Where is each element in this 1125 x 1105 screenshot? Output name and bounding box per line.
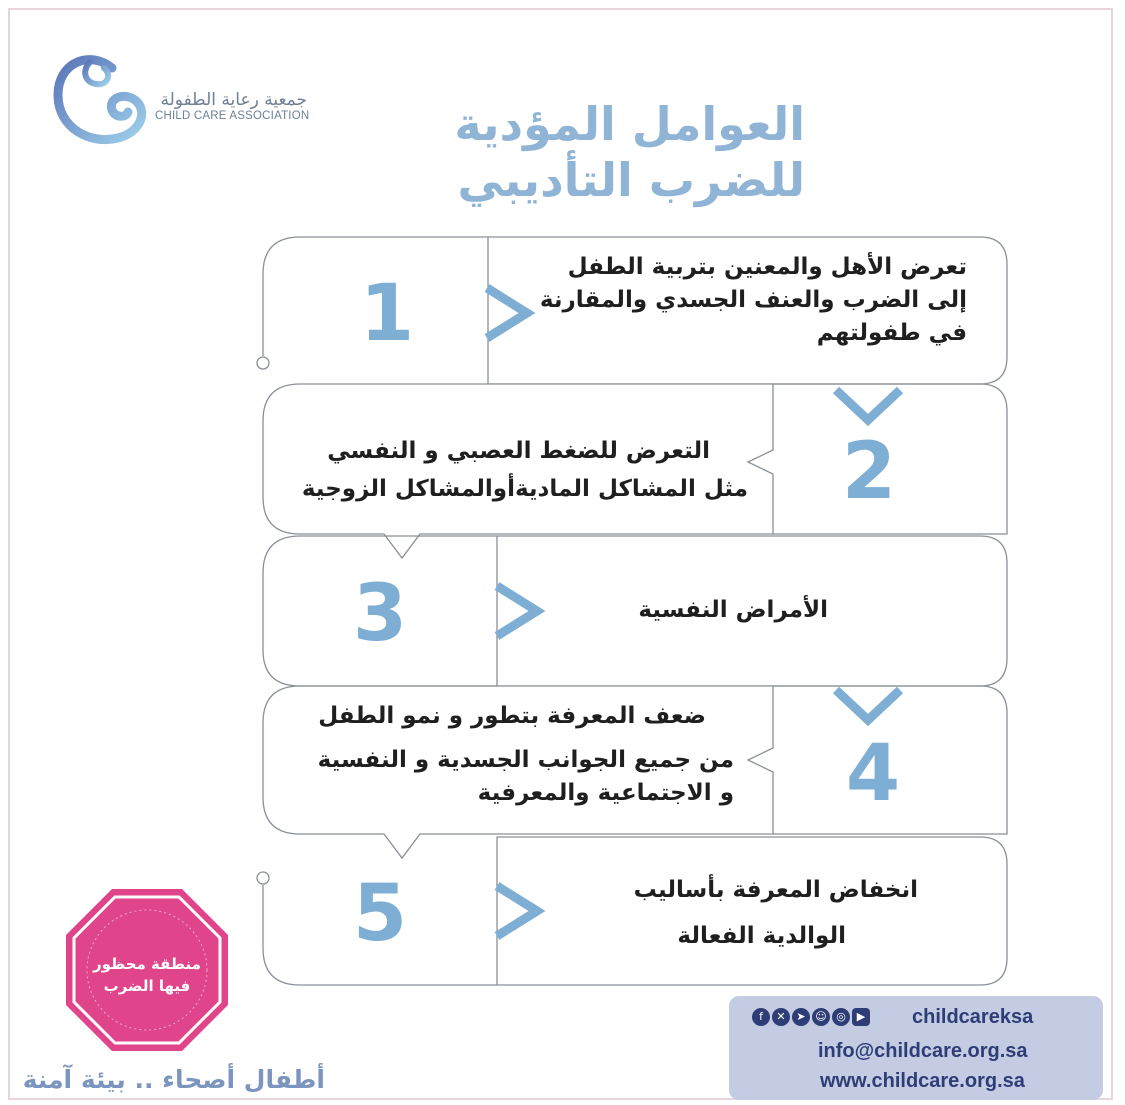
title-line-1: العوامل المؤدية — [454, 97, 805, 151]
step-3-text — [638, 594, 828, 627]
step-4-line-3: و الاجتماعية والمعرفية — [477, 780, 734, 806]
stop-sign-text — [92, 953, 202, 997]
email-link[interactable]: info@childcare.org.sa — [818, 1040, 1028, 1062]
step-1-line-2: إلى الضرب والعنف الجسدي والمقارنة — [539, 287, 967, 313]
step-3-number: 3 — [352, 569, 408, 659]
social-handle[interactable]: childcareksa — [912, 1006, 1034, 1028]
step-1-text — [540, 251, 967, 350]
step-3-line-1: الأمراض النفسية — [638, 597, 828, 623]
step-2-number: 2 — [841, 427, 897, 517]
website-link[interactable]: www.childcare.org.sa — [820, 1070, 1025, 1092]
x-icon[interactable]: ✕ — [772, 1008, 790, 1026]
step-1-line-1: تعرض الأهل والمعنين بتربية الطفل — [567, 254, 967, 280]
step-4-line-1: ضعف المعرفة بتطور و نمو الطفل — [318, 703, 706, 729]
step-2-line-1: التعرض للضغط العصبي و النفسي — [327, 438, 710, 464]
social-icons — [752, 1008, 870, 1034]
logo-arabic-name: جمعية رعاية الطفولة — [160, 90, 307, 110]
snapchat-icon[interactable]: ☺ — [812, 1008, 830, 1026]
facebook-icon[interactable]: f — [752, 1008, 770, 1026]
step-4-text — [318, 700, 734, 810]
step-5-line-2: الوالدية الفعالة — [677, 923, 846, 949]
step-5-text — [634, 867, 918, 959]
step-1-line-3: في طفولتهم — [816, 320, 967, 346]
title-line-2: للضرب التأديبي — [457, 153, 805, 207]
step-5-frame-dot — [257, 872, 269, 884]
instagram-icon[interactable]: ◎ — [832, 1008, 850, 1026]
step-4-line-2: من جميع الجوانب الجسدية و النفسية — [317, 747, 734, 773]
telegram-icon[interactable]: ➤ — [792, 1008, 810, 1026]
step-1-down-chevron — [836, 390, 900, 420]
step-5-line-1: انخفاض المعرفة بأساليب — [633, 877, 918, 903]
youtube-icon[interactable]: ▶ — [852, 1008, 870, 1026]
step-5-number: 5 — [352, 869, 408, 959]
logo-english-name: CHILD CARE ASSOCIATION — [155, 110, 310, 122]
stop-sign-line-2: فيها الضرب — [103, 977, 191, 995]
step-1-frame-dot — [257, 357, 269, 369]
step-4-number: 4 — [845, 729, 901, 819]
slogan: أطفال أصحاء .. بيئة آمنة — [22, 1065, 325, 1094]
step-3-down-chevron — [836, 690, 900, 720]
step-1-number: 1 — [359, 269, 415, 359]
stop-sign-line-1: منطقة محظور — [93, 955, 201, 973]
step-2-line-2: مثل المشاكل الماديةأوالمشاكل الزوجية — [301, 476, 748, 502]
step-2-text — [302, 432, 748, 508]
